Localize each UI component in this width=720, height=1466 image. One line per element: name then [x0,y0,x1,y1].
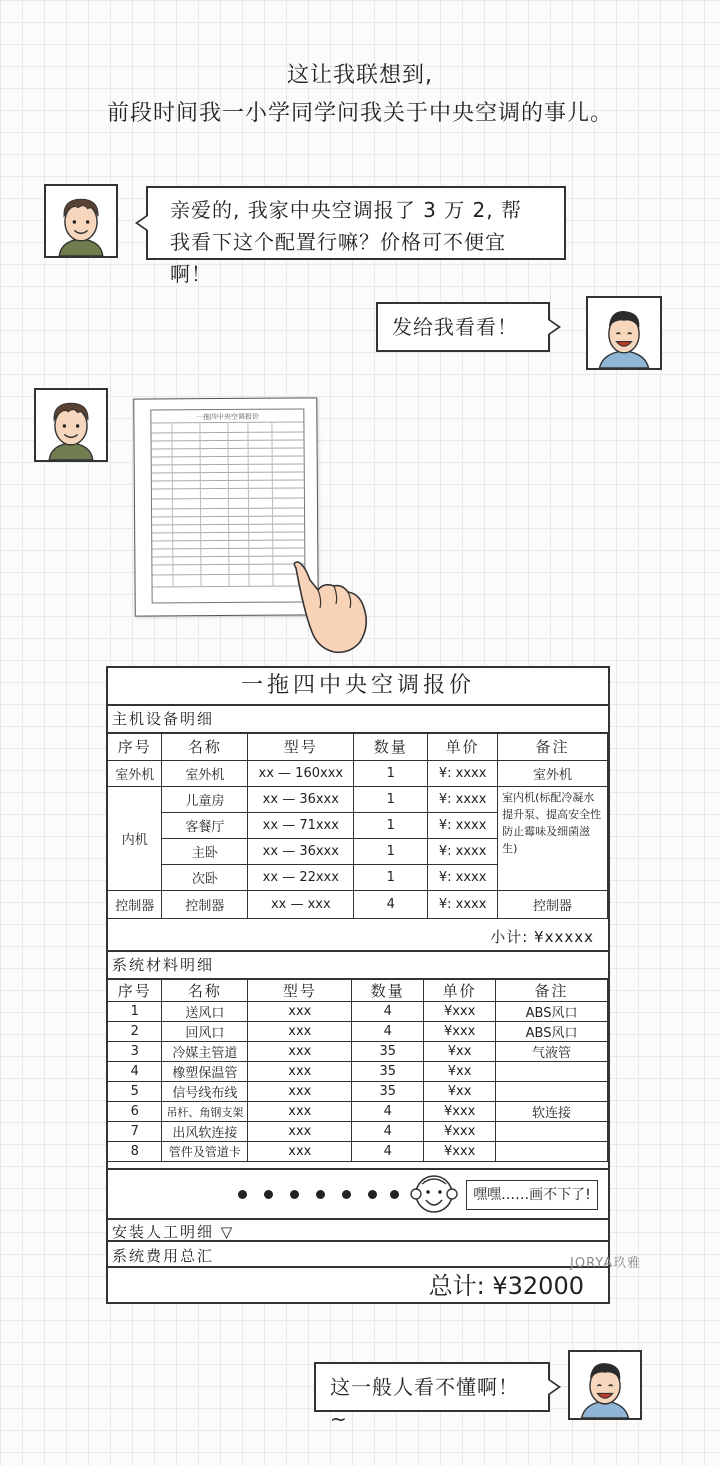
table-cell: xxx [248,1042,352,1062]
table-cell: 儿童房 [162,786,248,812]
table-cell: 客餐厅 [162,812,248,838]
header-cell: 名称 [162,734,248,760]
table-row [108,1022,608,1042]
table-cell: xxx [248,1082,352,1102]
table-row [108,1142,608,1162]
table-cell: 室外机 [498,760,608,786]
watermark: JORYA玖雅 [570,1256,642,1271]
equipment-table [108,734,608,919]
header-cell: 备注 [498,734,608,760]
quote-title: 一拖四中央空调报价 [108,668,608,706]
table-cell: 1 [354,760,428,786]
monkey-icon [408,1170,460,1220]
header-cell: 型号 [248,734,354,760]
table-cell: ¥: xxxx [428,864,498,890]
install-detail: 安装人工明细 ▽ [108,1218,608,1242]
table-cell: 1 [108,1002,162,1022]
table-cell [496,1142,608,1162]
table-cell: ¥xx [424,1062,496,1082]
table-cell: ¥xxx [424,1142,496,1162]
table-cell: 控制器 [162,890,248,918]
table-cell: 1 [354,812,428,838]
table-cell: 内机 [108,786,162,890]
table-row [108,786,608,812]
table-cell: 1 [354,786,428,812]
table-cell: 8 [108,1142,162,1162]
table-row [108,1102,608,1122]
table-cell [496,1122,608,1142]
table-cell: 4 [352,1022,424,1042]
table-cell: xxx [248,1022,352,1042]
intro-line-1: 这让我联想到, [287,63,433,88]
pointing-finger-icon [290,560,374,656]
header-cell: 序号 [108,980,162,1002]
materials-table [108,980,608,1162]
table-cell: xxx [248,1142,352,1162]
table-cell: xx — xxx [248,890,354,918]
table-cell: 4 [354,890,428,918]
header-cell: 数量 [352,980,424,1002]
table-cell [496,1062,608,1082]
table-cell: xxx [248,1122,352,1142]
table-cell: 回风口 [162,1022,248,1042]
friend-avatar [44,184,118,258]
table-row [108,760,608,786]
grand-total: 总计: ¥32000 [428,1272,584,1300]
table-cell: 4 [352,1002,424,1022]
my-message-2 [314,1362,550,1431]
table-cell: 主卧 [162,838,248,864]
bubble-tail [135,214,148,232]
table-cell: ABS风口 [496,1022,608,1042]
table-cell: 软连接 [496,1102,608,1122]
table-cell: ¥: xxxx [428,786,498,812]
table-cell: ¥: xxxx [428,838,498,864]
table-cell: 6 [108,1102,162,1122]
table-cell: 冷媒主管道 [162,1042,248,1062]
table-row [108,1042,608,1062]
table-cell: xxx [248,1102,352,1122]
section-materials-title: 系统材料明细 [108,950,608,980]
header-cell: 序号 [108,734,162,760]
friend-message-1 [146,186,566,286]
table-cell: 35 [352,1062,424,1082]
table-cell: ¥: xxxx [428,760,498,786]
intro-line-2: 前段时间我一小学同学问我关于中央空调的事儿。 [106,101,613,126]
table-row [108,1002,608,1022]
my-message-2-text: 这一般人看不懂啊！~ [330,1375,519,1431]
header-cell: 数量 [354,734,428,760]
my-avatar [586,296,662,370]
table-cell: 气液管 [496,1042,608,1062]
table-cell: 次卧 [162,864,248,890]
header-cell: 单价 [428,734,498,760]
table-cell: xxx [248,1002,352,1022]
table-cell: 5 [108,1082,162,1102]
table-row [108,1122,608,1142]
header-cell: 名称 [162,980,248,1002]
table-cell [496,1082,608,1102]
thumbnail-title: 一拖四中央空调报价 [195,412,259,422]
table-cell: ¥xxx [424,1122,496,1142]
table-cell: 1 [354,864,428,890]
table-row [108,1062,608,1082]
header-cell: 备注 [496,980,608,1002]
table-cell: ¥xxx [424,1022,496,1042]
table-cell: xx — 36xxx [248,838,354,864]
header-cell: 单价 [424,980,496,1002]
table-cell: 1 [354,838,428,864]
bubble-tail [548,318,561,336]
table-cell: xxx [248,1062,352,1082]
table-cell: 7 [108,1122,162,1142]
table-cell: 2 [108,1022,162,1042]
table-cell: 4 [352,1142,424,1162]
table-cell: 吊杆、角钢支架 [162,1102,248,1122]
table-cell: xx — 36xxx [248,786,354,812]
table-cell: 室外机 [108,760,162,786]
subtotal: 小计: ¥xxxxx [108,920,608,952]
table-cell: ABS风口 [496,1002,608,1022]
table-cell: 信号线布线 [162,1082,248,1102]
table-cell: 管件及管道卡 [162,1142,248,1162]
friend-avatar [34,388,108,462]
my-message-1 [376,302,550,352]
friend-message-1-text: 亲爱的, 我家中央空调报了 3 万 2, 帮我看下这个配置行嘛？价格可不便宜啊！ [170,198,522,286]
table-cell: ¥xx [424,1042,496,1062]
table-cell: ¥: xxxx [428,890,498,918]
table-cell: ¥xx [424,1082,496,1102]
table-cell: 4 [352,1122,424,1142]
header-cell: 型号 [248,980,352,1002]
thumbnail-frame [150,408,305,603]
table-cell: ¥xxx [424,1102,496,1122]
section-equipment-title: 主机设备明细 [108,704,608,734]
table-cell: 出风软连接 [162,1122,248,1142]
hehe-note: 嘿嘿……画不下了! [466,1180,598,1210]
my-avatar [568,1350,642,1420]
table-cell: 送风口 [162,1002,248,1022]
table-cell: 控制器 [108,890,162,918]
table-cell: ¥xxx [424,1002,496,1022]
indoor-note-cell: 室内机(标配冷凝水提升泵、提高安全性防止霉味及细菌滋生) [498,786,608,890]
table-cell: 室外机 [162,760,248,786]
table-cell: 4 [352,1102,424,1122]
table-cell: xx — 22xxx [248,864,354,890]
table-cell: ¥: xxxx [428,812,498,838]
table-cell: 4 [108,1062,162,1082]
my-message-1-text: 发给我看看！ [392,315,518,339]
table-cell: xx — 160xxx [248,760,354,786]
table-cell: 橡塑保温管 [162,1062,248,1082]
table-cell: xx — 71xxx [248,812,354,838]
table-row [108,890,608,918]
system-summary: 系统费用总汇 [108,1244,608,1268]
table-cell: 35 [352,1082,424,1102]
bubble-tail [548,1378,561,1396]
table-cell: 控制器 [498,890,608,918]
table-cell: 35 [352,1042,424,1062]
table-cell: 3 [108,1042,162,1062]
table-row [108,1082,608,1102]
